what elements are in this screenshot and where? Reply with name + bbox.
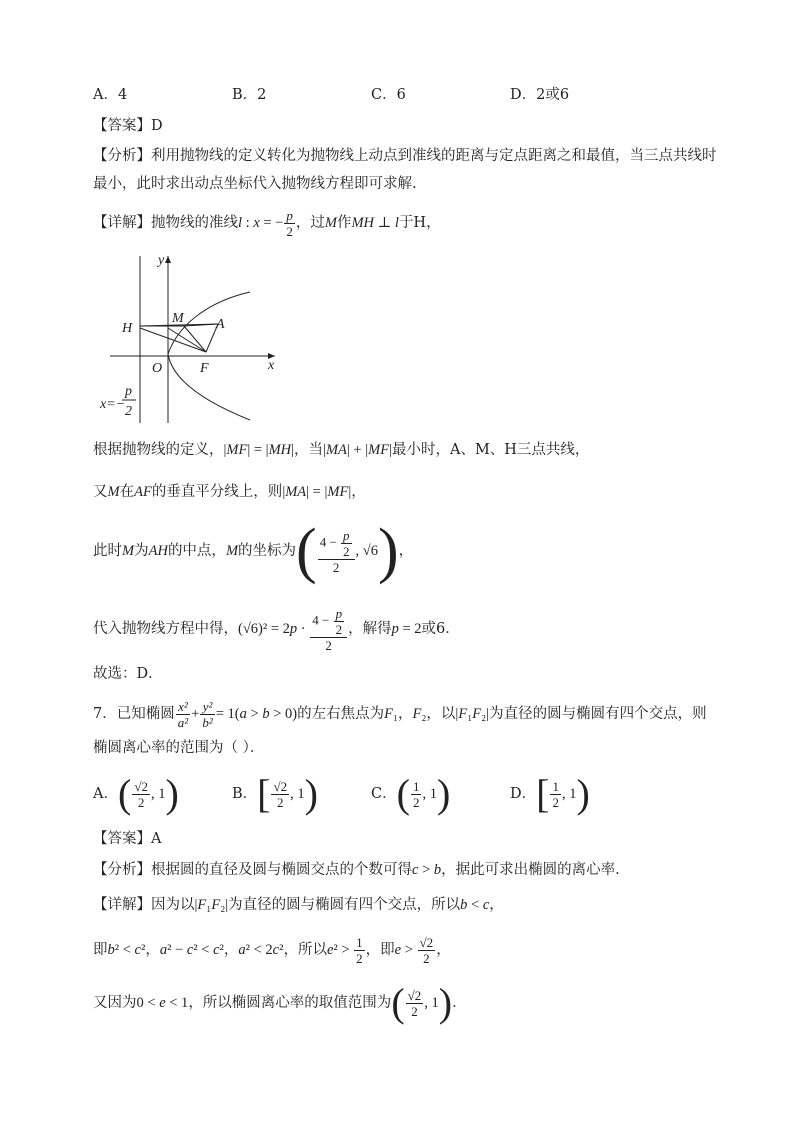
analysis-text: ，据此可求出椭圆的离心率. xyxy=(441,862,620,878)
detail-tag: 【详解】 xyxy=(93,897,151,913)
detail-text: ， xyxy=(436,942,451,958)
label-f: F xyxy=(200,361,209,376)
detail-text: ，所以椭圆离心率的取值范围为 xyxy=(188,995,392,1011)
q7-stem-line2: 椭圆离心率的范围为（ ）． xyxy=(93,740,265,756)
question-text: 的左右焦点为 xyxy=(297,706,385,722)
label-m: M xyxy=(172,311,184,326)
analysis-tag: 【分析】 xyxy=(93,148,151,164)
q6-analysis-line1 xyxy=(93,146,717,166)
detail-text: 又 xyxy=(93,484,108,500)
analysis-tag: 【分析】 xyxy=(93,862,151,878)
q6-definition-line: 根据抛物线的定义，|MF| = |MH|，当|MA| + |MF|最小时，A、M、H三点共线， xyxy=(93,442,590,458)
answer-tag: 【答案】 xyxy=(93,118,151,134)
option-label: C． xyxy=(371,786,397,802)
detail-tag: 【详解】 xyxy=(93,215,151,231)
question-text: 为直径的圆与椭圆有四个交点，则 xyxy=(489,706,707,722)
q6-conclusion: 故选：D． xyxy=(93,666,163,682)
label-x: x xyxy=(268,358,275,373)
q6-answer-line xyxy=(93,116,163,136)
answer-value: A xyxy=(151,831,162,847)
detail-text: ， xyxy=(351,484,366,500)
label-o: O xyxy=(152,361,163,376)
label-y: y xyxy=(158,253,165,268)
detail-text: ． xyxy=(452,995,467,1011)
detail-text: ，过 xyxy=(295,215,325,231)
detail-text: 为直径的圆与椭圆有四个交点，所以 xyxy=(228,897,461,913)
q7-option-d: D．[ $\frac{1}{2}$ , 1) xyxy=(510,771,590,816)
detail-text: ，解得 xyxy=(348,621,392,637)
label-a: A xyxy=(216,317,225,332)
q7-detail-line1: 【详解】因为以|F₁F₂|为直径的圆与椭圆有四个交点，所以b < c， xyxy=(93,897,504,913)
detail-text: ， xyxy=(489,897,504,913)
q6-option-b: B．2 xyxy=(232,87,267,103)
detail-text: 在 xyxy=(119,484,135,500)
parabola-figure xyxy=(100,248,290,428)
detail-text: 根据抛物线的定义， xyxy=(93,442,224,458)
detail-text: 为 xyxy=(134,543,149,559)
detail-text: 代入抛物线方程中得， xyxy=(93,621,238,637)
q7-option-a: A．( $\frac{√2}{2}$ , 1) xyxy=(93,771,179,816)
analysis-text: 利用抛物线的定义转化为抛物线上动点到准线的距离与定点距离之和最值，当三点共线时 xyxy=(151,148,717,164)
detail-text: ，所以 xyxy=(283,942,327,958)
question-text: 7．已知椭圆 xyxy=(93,706,175,722)
label-directrix: x=− xyxy=(100,397,126,412)
detail-text: 作 xyxy=(336,215,352,231)
q6-option-a: A．4 xyxy=(93,87,128,103)
detail-text: 或6． xyxy=(421,621,460,637)
q7-answer-line xyxy=(93,829,161,849)
q7-option-b: B．[ $\frac{√2}{2}$ , 1) xyxy=(232,771,318,816)
option-label: D． xyxy=(510,786,537,802)
q7-analysis-line: 【分析】根据圆的直径及圆与椭圆交点的个数可得c > b，据此可求出椭圆的离心率. xyxy=(93,862,620,878)
q7-option-c: C．( $\frac{1}{2}$ , 1) xyxy=(371,771,451,816)
label-p: p xyxy=(125,384,132,399)
detail-text: 抛物线的准线 xyxy=(151,215,238,231)
answer-tag: 【答案】 xyxy=(93,831,151,847)
detail-text: ，当 xyxy=(294,442,324,458)
detail-text: 因为以 xyxy=(151,897,195,913)
q6-bisector-line: 又M在AF的垂直平分线上，则|MA| = |MF|， xyxy=(93,484,366,500)
analysis-text: 根据圆的直径及圆与椭圆交点的个数可得 xyxy=(151,862,412,878)
label-h: H xyxy=(122,321,133,336)
q6-midpoint-line: 此时M为AH的中点，M的坐标为( 4 − $\frac{p}{2}$ 2 , √6)， xyxy=(93,517,414,585)
q7-detail-line2: 即b² < c²，a² − c² < c²，a² < 2c²，所以e² > $\frac{1}{2}$ ，即e > $\frac{√2}{2}$ ， xyxy=(93,934,451,966)
detail-text: 的垂直平分线上，则 xyxy=(151,484,283,500)
question-text: ，以 xyxy=(426,706,456,722)
detail-text: ，即 xyxy=(365,942,395,958)
q7-detail-line3: 又因为0 < e < 1，所以椭圆离心率的取值范围为( $\frac{√2}{2}$ , 1)． xyxy=(93,980,467,1025)
label-2: 2 xyxy=(125,404,132,419)
detail-text: 于H， xyxy=(398,215,441,231)
detail-text: ， xyxy=(398,543,414,559)
detail-text: 又因为 xyxy=(93,995,137,1011)
q6-detail-intro: 【详解】抛物线的准线l : x = − $\frac{p}{2}$ ，过M作MH ⊥ l于H， xyxy=(93,207,441,239)
detail-text: 最小时，A、M、H三点共线， xyxy=(391,442,590,458)
detail-text: 即 xyxy=(93,942,108,958)
q6-option-d: D．2或6 xyxy=(510,87,570,103)
detail-text: 此时 xyxy=(93,543,122,559)
option-label: A． xyxy=(93,786,118,802)
detail-text: 的中点， xyxy=(167,543,226,559)
q6-analysis-line2: 最小，此时求出动点坐标代入抛物线方程即可求解. xyxy=(93,176,417,192)
q6-substitution-line: 代入抛物线方程中得，(√6)² = 2p · 4 − $\frac{p}{2}$ 2 ，解得p = 2或6． xyxy=(93,605,460,653)
answer-value: D xyxy=(151,118,163,134)
option-label: B． xyxy=(232,786,258,802)
detail-text: 的坐标为 xyxy=(238,543,297,559)
q6-option-c: C．6 xyxy=(371,87,406,103)
q7-stem-line1: 7．已知椭圆 $\frac{\text{x²}}{\text{a²}}$ + $\frac{\text{y²}}{\text{b²}}$ = 1(a > b > 0)的左右焦点为F₁，F₂，以|F₁F₂|为直径的圆与椭圆有四个交点，则 xyxy=(93,698,707,730)
